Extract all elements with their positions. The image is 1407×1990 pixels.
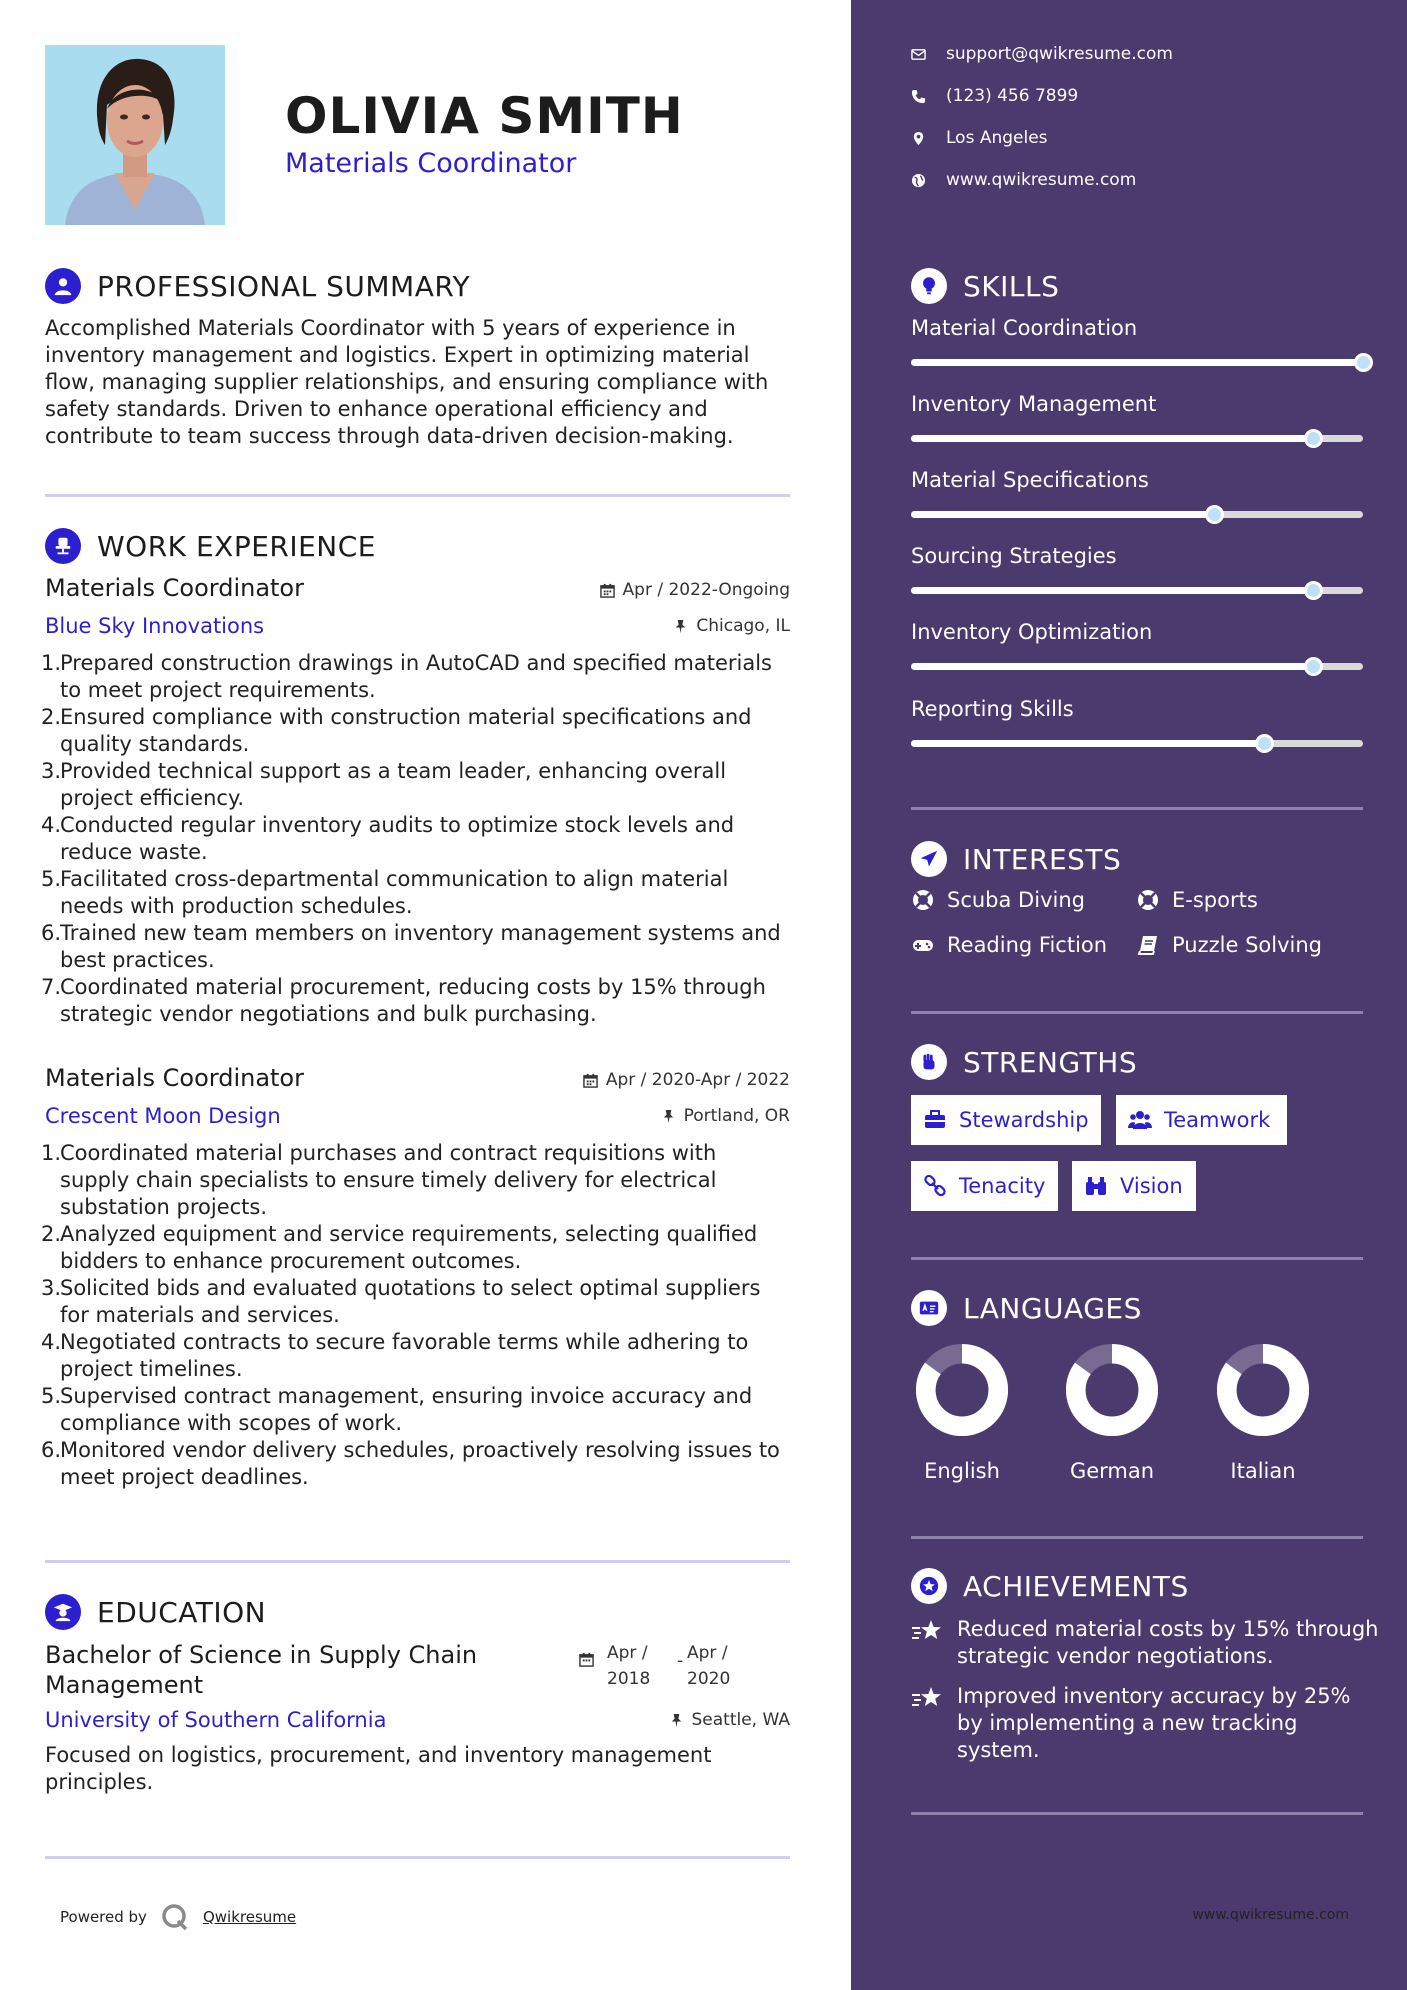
job-title: Materials Coordinator (45, 1064, 304, 1092)
shooting-star-icon (911, 1685, 943, 1711)
job-dates (583, 1070, 790, 1090)
list-item-text: Prepared construction drawings in AutoCAD and specified materials to meet project requirements. (60, 651, 773, 702)
list-item-number: 3. (41, 759, 62, 783)
interests-header (911, 841, 1121, 877)
languages-header (911, 1290, 1142, 1326)
list-item-text: Trained new team members on inventory management systems and best practices. (60, 921, 781, 972)
skill-label: Material Specifications (911, 468, 1149, 492)
list-item-number: 5. (41, 867, 62, 891)
list-item-text: Monitored vendor delivery schedules, proactively resolving issues to meet project deadlines. (60, 1438, 780, 1489)
strength-tag: Stewardship (911, 1095, 1101, 1145)
list-item-number: 7. (41, 975, 62, 999)
skill-item (911, 392, 1363, 416)
skill-knob (1304, 581, 1323, 600)
achievements-heading: ACHIEVEMENTS (963, 1569, 1189, 1603)
strengths-heading: STRENGTHS (963, 1045, 1138, 1079)
skill-knob (1304, 657, 1323, 676)
chair-icon (45, 528, 81, 564)
divider (45, 1560, 790, 1563)
footer-url[interactable]: www.qwikresume.com (1192, 1907, 1349, 1923)
skill-knob (1354, 353, 1373, 372)
list-item (41, 812, 790, 866)
school-name: University of Southern California (45, 1708, 387, 1732)
language-label: Italian (1230, 1459, 1296, 1483)
skill-fill (911, 511, 1214, 518)
skill-item (911, 316, 1363, 340)
interests-heading: INTERESTS (963, 842, 1122, 876)
list-item (41, 1329, 790, 1383)
skill-bar (911, 359, 1363, 366)
divider (911, 1812, 1363, 1815)
list-item-text: Analyzed equipment and service requirements, selecting qualified bidders to enhance procurement outcomes. (60, 1222, 758, 1273)
job-entry (41, 1064, 790, 1491)
paper-plane-icon (911, 841, 947, 877)
skill-item (911, 620, 1363, 644)
summary-text: Accomplished Materials Coordinator with 5 years of experience in inventory management and logistics. Expert in optimizing material flow, managing supplier relationships, and ensuring compliance with safety standards. Driven to enhance operational efficiency and contribute to team success through data-driven decision-making. (45, 316, 769, 448)
list-item-number: 2. (41, 1222, 62, 1246)
education-heading: EDUCATION (97, 1595, 267, 1629)
contact-phone[interactable]: (123) 456 7899 (911, 86, 1078, 106)
summary-header (45, 268, 470, 304)
briefcase-icon (923, 1108, 947, 1132)
skill-label: Material Coordination (911, 316, 1138, 340)
divider (911, 807, 1363, 810)
map-marker-icon (911, 131, 926, 146)
list-item-text: Facilitated cross-departmental communication to align material needs with production schedules. (60, 867, 729, 918)
list-item (41, 1383, 790, 1437)
lifebuoy-icon (1136, 888, 1160, 912)
list-item (41, 704, 790, 758)
candidate-title: Materials Coordinator (285, 148, 577, 179)
summary-heading: PROFESSIONAL SUMMARY (97, 269, 471, 303)
qwikresume-logo-icon (161, 1903, 189, 1931)
language-gauge (1214, 1341, 1312, 1439)
graduate-icon (45, 1594, 81, 1630)
phone-icon (911, 89, 926, 104)
achievement-item: Reduced material costs by 15% through strategic vendor negotiations. (911, 1616, 1381, 1670)
skill-fill (911, 359, 1363, 366)
contact-location: Los Angeles (911, 128, 1048, 148)
list-item-text: Ensured compliance with construction material specifications and quality standards. (60, 705, 752, 756)
job-dates-text: Apr / 2020-Apr / 2022 (605, 1070, 790, 1090)
job-dates-text: Apr / 2022-Ongoing (622, 580, 790, 600)
list-item-text: Provided technical support as a team leader, enhancing overall project efficiency. (60, 759, 727, 810)
language-item (1198, 1341, 1328, 1483)
skill-fill (911, 663, 1313, 670)
shooting-star-icon (911, 1618, 943, 1644)
list-item-number: 5. (41, 1384, 62, 1408)
list-item-number: 6. (41, 1438, 62, 1462)
list-item (41, 650, 790, 704)
language-label: English (924, 1459, 1000, 1483)
list-item (41, 1437, 790, 1491)
job-company: Blue Sky Innovations (45, 614, 265, 638)
interest-item: E-sports (1136, 888, 1258, 912)
list-item-number: 1. (41, 1141, 62, 1165)
strength-tag: Tenacity (911, 1161, 1058, 1211)
education-location (669, 1710, 791, 1730)
fist-icon (911, 1044, 947, 1080)
skill-item (911, 468, 1363, 492)
skill-knob (1255, 734, 1274, 753)
pushpin-icon (669, 1713, 684, 1728)
education-location-text: Seattle, WA (691, 1710, 790, 1730)
language-card-icon (911, 1290, 947, 1326)
list-item (41, 920, 790, 974)
job-bullets (41, 1140, 790, 1491)
list-item-number: 4. (41, 813, 62, 837)
interest-item: Scuba Diving (911, 888, 1085, 912)
skill-bar (911, 663, 1363, 670)
skill-bar (911, 435, 1363, 442)
strengths-header (911, 1044, 1137, 1080)
education-dates (607, 1640, 757, 1692)
list-item (41, 1275, 790, 1329)
list-item-number: 2. (41, 705, 62, 729)
divider (911, 1536, 1363, 1539)
education-header (45, 1594, 266, 1630)
skill-knob (1304, 429, 1323, 448)
job-location-text: Chicago, IL (696, 616, 790, 636)
skill-bar (911, 740, 1363, 747)
languages-heading: LANGUAGES (963, 1291, 1142, 1325)
calendar-icon (583, 1073, 598, 1088)
language-item (897, 1341, 1027, 1483)
list-item-text: Coordinated material procurement, reducing costs by 15% through strategic vendor negotiations and bulk purchasing. (60, 975, 766, 1026)
users-icon (1128, 1108, 1152, 1132)
list-item-text: Coordinated material purchases and contract requisitions with supply chain specialists to ensure timely delivery for electrical substation projects. (60, 1141, 717, 1219)
strength-tag: Vision (1072, 1161, 1196, 1211)
powered-by (60, 1903, 296, 1931)
education-description: Focused on logistics, procurement, and inventory management principles. (45, 1743, 712, 1794)
list-item-number: 4. (41, 1330, 62, 1354)
list-item (41, 1140, 790, 1221)
job-bullets (41, 650, 790, 1028)
calendar-icon (600, 583, 615, 598)
work-header (45, 528, 376, 564)
work-heading: WORK EXPERIENCE (97, 529, 376, 563)
job-location (673, 616, 790, 636)
star-badge-icon (911, 1568, 947, 1604)
degree-title: Bachelor of Science in Supply Chain Management (45, 1641, 478, 1699)
strength-tag: Teamwork (1116, 1095, 1287, 1145)
sidebar (851, 0, 1407, 1990)
list-item-number: 3. (41, 1276, 62, 1300)
skills-heading: SKILLS (963, 269, 1060, 303)
divider (45, 1856, 790, 1859)
skill-fill (911, 587, 1313, 594)
candidate-name: OLIVIA SMITH (285, 87, 684, 145)
lifebuoy-icon (911, 888, 935, 912)
skill-item (911, 544, 1363, 568)
education-entry (45, 1640, 790, 1796)
job-entry (41, 574, 790, 1028)
calendar-icon (579, 1652, 594, 1667)
list-item-number: 6. (41, 921, 62, 945)
list-item-number: 1. (41, 651, 62, 675)
divider (911, 1257, 1363, 1260)
binoculars-icon (1084, 1174, 1108, 1198)
job-dates (600, 580, 790, 600)
skills-header (911, 268, 1059, 304)
list-item-text: Solicited bids and evaluated quotations to select optimal suppliers for materials and services. (60, 1276, 761, 1327)
pushpin-icon (673, 619, 688, 634)
achievement-item: Improved inventory accuracy by 25% by implementing a new tracking system. (911, 1683, 1381, 1764)
skill-bar (911, 587, 1363, 594)
gamepad-icon (911, 933, 935, 957)
qwikresume-link[interactable]: Qwikresume (202, 1908, 297, 1926)
skill-label: Sourcing Strategies (911, 544, 1117, 568)
skill-label: Inventory Management (911, 392, 1157, 416)
language-gauge (1063, 1341, 1161, 1439)
list-item (41, 974, 790, 1028)
envelope-icon (911, 47, 926, 62)
language-item (1047, 1341, 1177, 1483)
education-end: Apr / 2020 (687, 1643, 731, 1689)
language-gauge (913, 1341, 1011, 1439)
skill-label: Reporting Skills (911, 697, 1074, 721)
profile-photo (45, 45, 225, 225)
job-title: Materials Coordinator (45, 574, 304, 602)
achievements-header (911, 1568, 1189, 1604)
skill-fill (911, 740, 1264, 747)
date-dash: - (677, 1651, 684, 1671)
divider (911, 1011, 1363, 1014)
job-location (661, 1106, 790, 1126)
powered-by-label: Powered by (60, 1908, 147, 1926)
user-icon (45, 268, 81, 304)
interest-item: Puzzle Solving (1136, 933, 1322, 957)
contact-website[interactable]: www.qwikresume.com (911, 170, 1136, 190)
list-item-text: Supervised contract management, ensuring invoice accuracy and compliance with scopes of work. (60, 1384, 753, 1435)
contact-email[interactable]: support@qwikresume.com (911, 44, 1173, 64)
list-item (41, 758, 790, 812)
skill-label: Inventory Optimization (911, 620, 1153, 644)
skill-fill (911, 435, 1313, 442)
list-item (41, 1221, 790, 1275)
lightbulb-icon (911, 268, 947, 304)
interest-item: Reading Fiction (911, 933, 1107, 957)
list-item (41, 866, 790, 920)
job-location-text: Portland, OR (683, 1106, 790, 1126)
language-label: German (1069, 1459, 1155, 1483)
job-company: Crescent Moon Design (45, 1104, 281, 1128)
link-icon (923, 1174, 947, 1198)
list-item-text: Negotiated contracts to secure favorable terms while adhering to project timelines. (60, 1330, 749, 1381)
divider (45, 494, 790, 497)
list-item-text: Conducted regular inventory audits to optimize stock levels and reduce waste. (60, 813, 735, 864)
skill-item (911, 697, 1363, 721)
skill-bar (911, 511, 1363, 518)
globe-icon (911, 173, 926, 188)
skill-knob (1205, 505, 1224, 524)
education-start: Apr / 2018 (607, 1643, 651, 1689)
pushpin-icon (661, 1109, 676, 1124)
book-icon (1136, 933, 1160, 957)
